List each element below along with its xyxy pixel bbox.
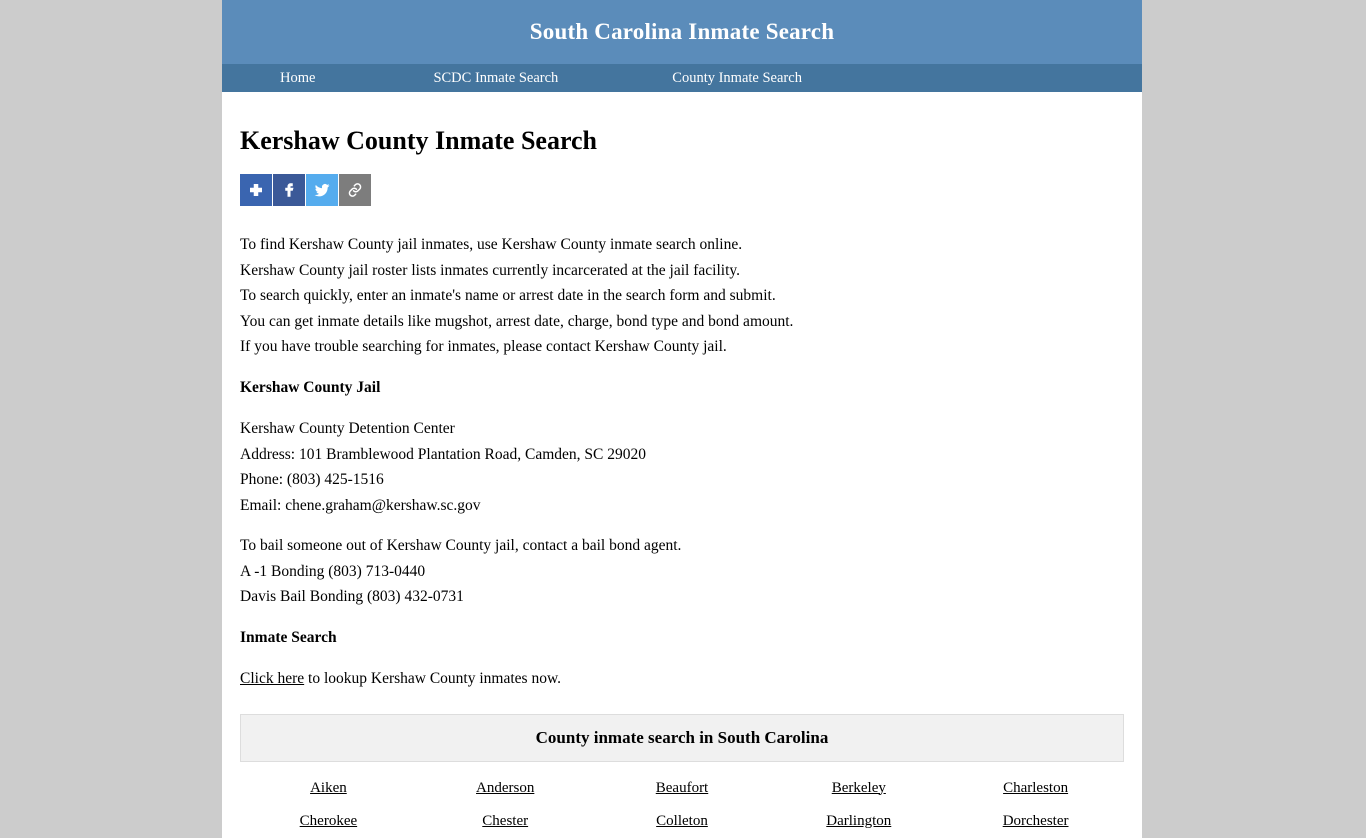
jail-address: Address: 101 Bramblewood Plantation Road, Camden, SC 29020 — [240, 445, 646, 463]
jail-heading: Kershaw County Jail — [240, 379, 381, 396]
share-buttons — [240, 174, 1124, 206]
inmate-search-section — [240, 625, 1124, 692]
main-content — [222, 92, 1142, 838]
inmate-search-heading: Inmate Search — [240, 629, 337, 646]
page-title: Kershaw County Inmate Search — [240, 126, 598, 155]
intro-line: You can get inmate details like mugshot, arrest date, charge, bond type and bond amount. — [240, 312, 794, 330]
site-title: South Carolina Inmate Search — [529, 19, 835, 44]
intro-paragraph — [240, 232, 1124, 360]
table-cell — [417, 805, 594, 838]
twitter-icon[interactable] — [306, 174, 338, 206]
county-table-title: County inmate search in South Carolina — [240, 714, 1124, 762]
table-cell — [240, 772, 417, 805]
county-link-dorchester[interactable]: Dorchester — [1002, 812, 1069, 829]
facebook-icon[interactable] — [273, 174, 305, 206]
page-container — [222, 0, 1142, 838]
county-link-aiken[interactable]: Aiken — [310, 779, 347, 796]
county-link-colleton[interactable]: Colleton — [656, 812, 708, 829]
nav-item-county-inmate-search[interactable]: County Inmate Search — [672, 70, 802, 86]
table-cell — [417, 772, 594, 805]
county-link-chester[interactable]: Chester — [482, 812, 529, 829]
bail-agent: A -1 Bonding (803) 713-0440 — [240, 562, 426, 580]
table-row — [240, 772, 1124, 805]
table-cell — [594, 772, 771, 805]
county-link-charleston[interactable]: Charleston — [1003, 779, 1069, 796]
intro-line: Kershaw County jail roster lists inmates currently incarcerated at the jail facility. — [240, 261, 740, 279]
intro-line: If you have trouble searching for inmates, please contact Kershaw County jail. — [240, 338, 727, 355]
table-row — [240, 805, 1124, 838]
jail-info — [240, 375, 1124, 518]
intro-line: To find Kershaw County jail inmates, use Kershaw County inmate search online. — [240, 236, 743, 253]
bail-info — [240, 533, 1124, 610]
table-cell — [947, 805, 1124, 838]
county-link-darlington[interactable]: Darlington — [826, 812, 892, 829]
table-cell — [594, 805, 771, 838]
bail-intro: To bail someone out of Kershaw County jail, contact a bail bond agent. — [240, 537, 682, 554]
share-plus-icon[interactable] — [240, 174, 272, 206]
table-cell — [770, 772, 947, 805]
jail-email: Email: chene.graham@kershaw.sc.gov — [240, 496, 481, 514]
table-cell — [947, 772, 1124, 805]
bail-agent: Davis Bail Bonding (803) 432-0731 — [240, 588, 464, 605]
intro-line: To search quickly, enter an inmate's name or arrest date in the search form and submit. — [240, 287, 776, 304]
county-link-berkeley[interactable]: Berkeley — [831, 779, 886, 796]
jail-phone: Phone: (803) 425-1516 — [240, 471, 384, 488]
inmate-search-suffix: to lookup Kershaw County inmates now. — [304, 670, 562, 687]
county-link-cherokee[interactable]: Cherokee — [299, 812, 358, 829]
inmate-search-line — [240, 666, 1124, 692]
table-cell — [240, 805, 417, 838]
table-cell — [770, 805, 947, 838]
nav-item-home[interactable]: Home — [280, 70, 316, 86]
county-link-anderson[interactable]: Anderson — [476, 779, 535, 796]
county-link-beaufort[interactable]: Beaufort — [655, 779, 709, 796]
site-header — [222, 0, 1142, 64]
click-here-link[interactable]: Click here — [240, 670, 305, 687]
county-links-table — [240, 772, 1124, 838]
copy-link-icon[interactable] — [339, 174, 371, 206]
nav-item-scdc-inmate-search[interactable]: SCDC Inmate Search — [433, 70, 559, 86]
jail-facility: Kershaw County Detention Center — [240, 420, 455, 437]
main-navigation — [222, 64, 1142, 92]
